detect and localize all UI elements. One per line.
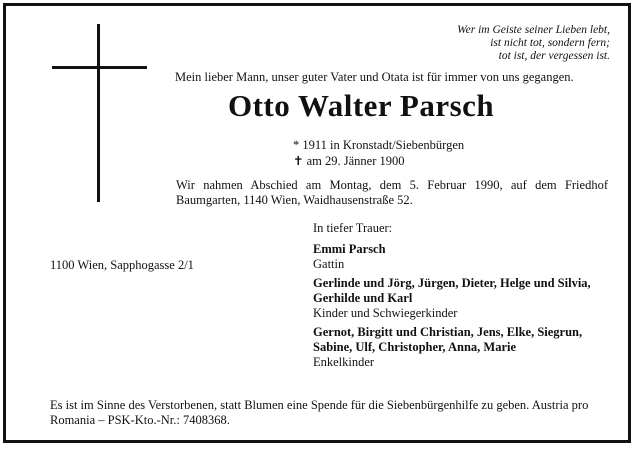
mourner-group [313, 242, 613, 272]
deceased-name: Otto Walter Parsch [228, 88, 495, 123]
death-line: ✝ am 29. Jänner 1900 [293, 154, 405, 168]
mourner-group [313, 276, 613, 321]
mourner-relation: Kinder und Schwiegerkinder [313, 306, 458, 320]
intro-text: Mein lieber Mann, unser guter Vater und Otata ist für immer von uns gegangen. [175, 70, 574, 84]
life-dates [293, 137, 464, 169]
mourner-names: Emmi Parsch [313, 242, 386, 256]
motto-line: Wer im Geiste seiner Lieben lebt, [457, 24, 610, 36]
mourner-relation: Enkelkinder [313, 355, 375, 369]
birth-line: * 1911 in Kronstadt/Siebenbürgen [293, 138, 465, 152]
cross-vertical-bar [97, 24, 100, 202]
mourner-names: Gernot, Birgitt und Christian, Jens, Elke, Siegrun, Sabine, Ulf, Christopher, Anna, Marie [313, 325, 583, 354]
cross-horizontal-bar [52, 66, 147, 69]
motto-line: ist nicht tot, sondern fern; [490, 37, 610, 49]
family-address: 1100 Wien, Sapphogasse 2/1 [50, 258, 194, 272]
mourner-group [313, 325, 613, 370]
mourner-names: Gerlinde und Jörg, Jürgen, Dieter, Helge und Silvia, Gerhilde und Karl [313, 276, 591, 305]
donation-note: Es ist im Sinne des Verstorbenen, statt Blumen eine Spende für die Siebenbürgenhilfe zu geben. Austria pro Romania – PSK-Kto.-Nr.: 7408368. [50, 398, 589, 427]
mourner-relation: Gattin [313, 257, 345, 271]
motto-verse [410, 24, 610, 63]
motto-line: tot ist, der vergessen ist. [498, 50, 610, 62]
farewell-text: Wir nahmen Abschied am Montag, dem 5. Februar 1990, auf dem Friedhof Baumgarten, 1140 Wien, Waidhausenstraße 52. [176, 178, 608, 207]
mourners-heading: In tiefer Trauer: [313, 221, 393, 235]
mourners-section [313, 221, 613, 374]
